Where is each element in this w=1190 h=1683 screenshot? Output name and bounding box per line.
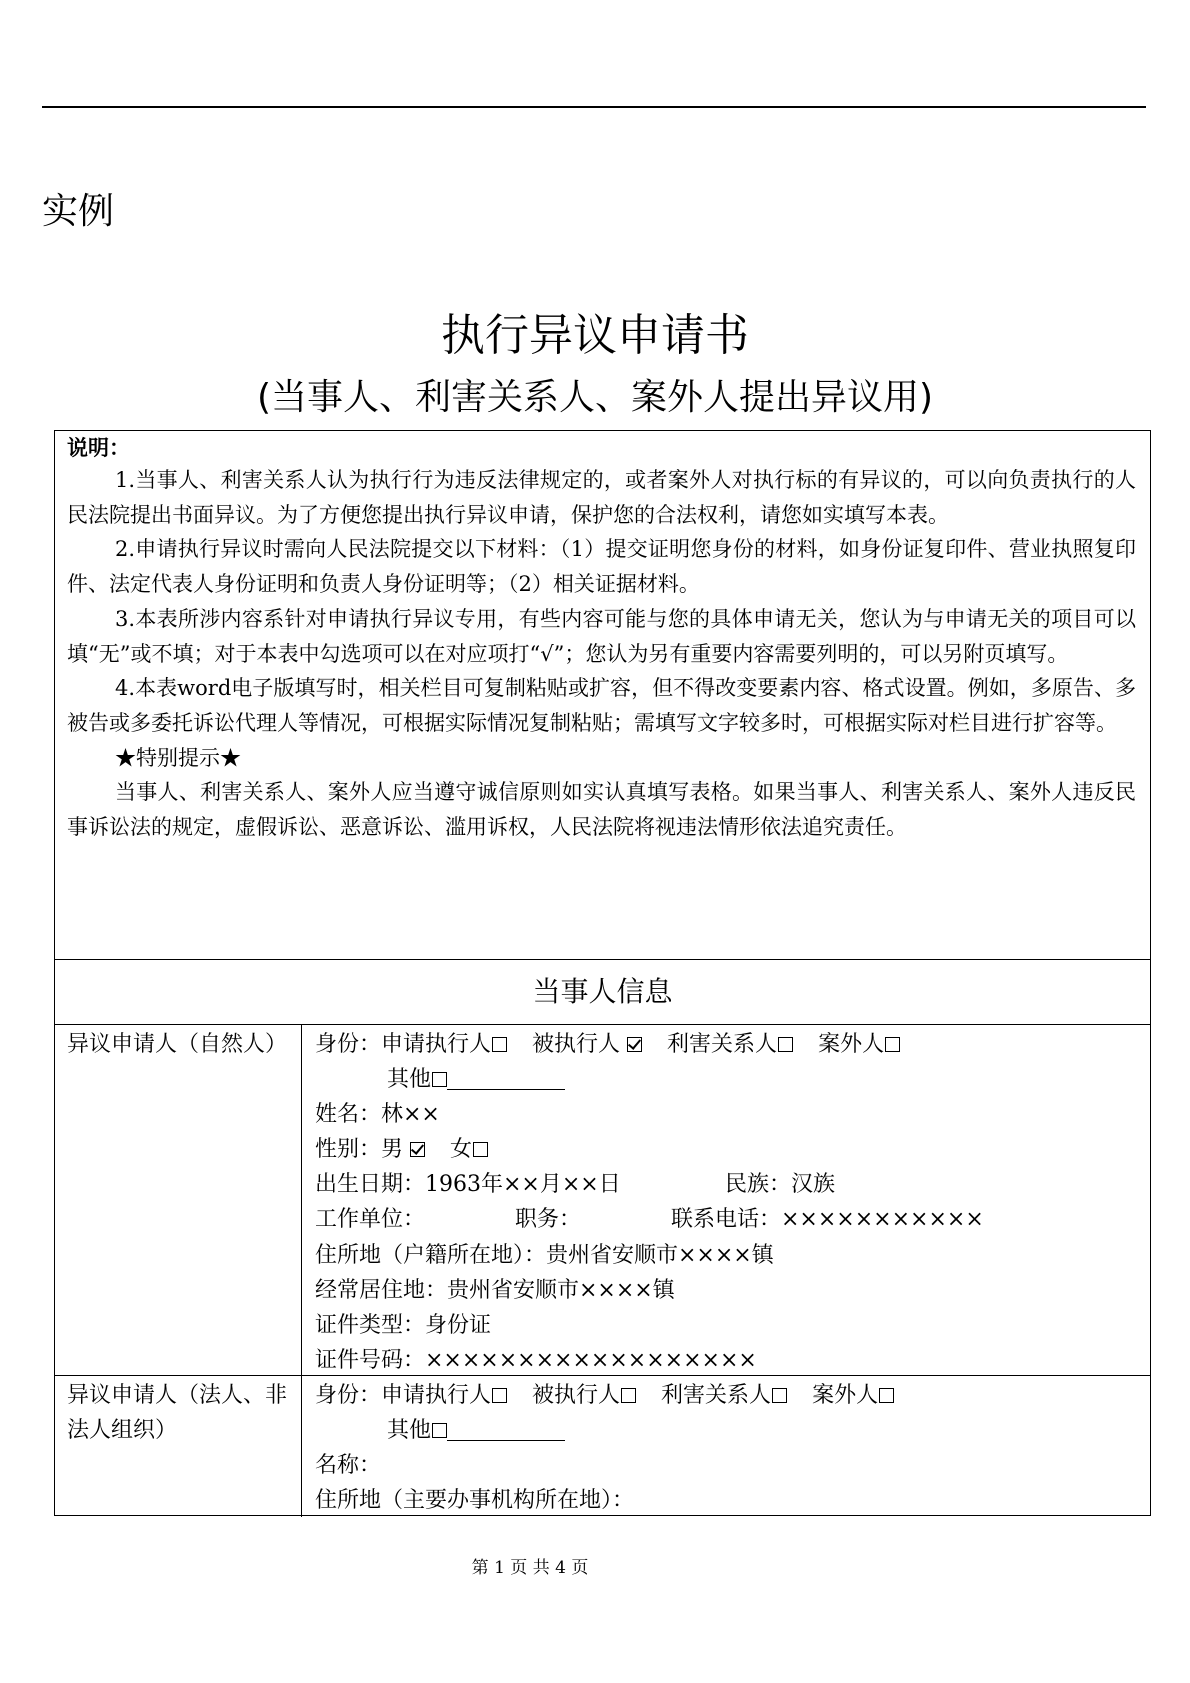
gender-line [315,1132,1140,1167]
instruction-paragraph-4: 4.本表word电子版填写时，相关栏目可复制粘贴或扩容，但不得改变要素内容、格式设置。例如，多原告、多被告或多委托诉讼代理人等情况，可根据实际情况复制粘贴；需填写文字较多时，可根据实际对栏目进行扩容等。 [67,676,1136,735]
legal-identity-prefix: 身份： [315,1383,382,1408]
legal-person-details [315,1378,1140,1518]
residence-line: 经常居住地：贵州省安顺市××××镇 [315,1277,675,1303]
option-other-label: 其他 [387,1067,432,1093]
instruction-paragraph-1: 1.当事人、利害关系人认为执行行为违反法律规定的，或者案外人对执行标的有异议的，可以向负责执行的人民法院提出书面异议。为了方便您提出执行异议申请，保护您的合法权利，请您如实填写本表。 [67,468,1136,527]
legal-address-line: 住所地（主要办事机构所在地）： [315,1488,635,1514]
legal-interested-checkbox[interactable] [772,1388,787,1403]
application-form [54,430,1151,1516]
work-unit: 工作单位： [315,1207,426,1233]
instruction-paragraph-3: 3.本表所涉内容系针对申请执行异议专用，有些内容可能与您的具体申请无关，您认为与申请无关的项目可以填“无”或不填；对于本表中勾选项可以在对应项打“√”；您认为另有重要内容需要列明的，可以另附页填写。 [67,606,1136,666]
female-checkbox[interactable] [473,1142,488,1157]
legal-executed-checkbox[interactable] [621,1388,636,1403]
interested-checkbox[interactable] [778,1037,793,1052]
identity-line [315,1027,1140,1062]
legal-option-interested-label: 利害关系人 [661,1383,772,1408]
option-applicant-label: 申请执行人 [381,1032,492,1057]
applicant-checkbox[interactable] [492,1037,507,1052]
legal-person-row [55,1376,1150,1517]
option-interested-label: 利害关系人 [667,1032,778,1057]
document-subtitle: (当事人、利害关系人、案外人提出异议用) [256,377,934,418]
natural-person-details [315,1027,1140,1378]
legal-other-checkbox[interactable] [432,1423,447,1438]
other-line [315,1062,1140,1097]
phone-number: 联系电话：××××××××××× [671,1207,984,1233]
instructions-label: 说明： [67,435,130,460]
legal-outsider-checkbox[interactable] [879,1388,894,1403]
legal-name-line: 名称： [315,1453,382,1479]
legal-other-blank-field[interactable] [447,1416,565,1441]
id-type-line: 证件类型：身份证 [315,1312,492,1338]
legal-option-outsider-label: 案外人 [812,1383,879,1408]
identity-prefix: 身份： [315,1032,382,1057]
instructions-section [55,431,1150,960]
example-heading: 实例 [42,191,115,232]
other-blank-field[interactable] [447,1065,565,1090]
legal-option-executed-label: 被执行人 [532,1383,621,1408]
male-checkbox[interactable] [410,1142,425,1157]
legal-applicant-checkbox[interactable] [492,1388,507,1403]
option-outsider-label: 案外人 [818,1032,885,1057]
party-info-header: 当事人信息 [55,960,1150,1025]
document-title: 执行异议申请书 [441,310,749,361]
header-rule [42,106,1146,108]
instruction-paragraph-2: 2.申请执行异议时需向人民法院提交以下材料：（1）提交证明您身份的材料，如身份证复印件、营业执照复印件、法定代表人身份证明和负责人身份证明等；（2）相关证据材料。 [67,537,1136,597]
job-position: 职务： [515,1207,582,1233]
legal-other-line [315,1413,1140,1448]
outsider-checkbox[interactable] [885,1037,900,1052]
natural-person-row [55,1025,1150,1376]
natural-person-label: 异议申请人（自然人） [55,1025,302,1375]
legal-person-label: 异议申请人（法人、非法人组织） [55,1376,302,1517]
legal-identity-line [315,1378,1140,1413]
executed-checkbox[interactable] [627,1037,642,1052]
gender-prefix: 性别： [315,1137,382,1163]
birth-ethnicity-line [315,1167,1140,1202]
work-line [315,1202,1140,1237]
option-executed-label: 被执行人 [532,1032,621,1057]
legal-option-other-label: 其他 [387,1418,432,1444]
gender-male-label: 男 [381,1137,404,1163]
special-notice-heading: ★特别提示★ [115,745,241,770]
other-checkbox[interactable] [432,1072,447,1087]
birth-date: 出生日期：1963年××月××日 [315,1172,621,1198]
id-number-line: 证件号码：×××××××××××××××××× [315,1347,757,1373]
legal-option-applicant-label: 申请执行人 [381,1383,492,1408]
domicile-line: 住所地（户籍所在地）：贵州省安顺市××××镇 [315,1242,774,1268]
name-line: 姓名：林×× [315,1102,440,1128]
ethnicity: 民族：汉族 [725,1172,836,1198]
special-notice-paragraph: 当事人、利害关系人、案外人应当遵守诚信原则如实认真填写表格。如果当事人、利害关系人、案外人违反民事诉讼法的规定，虚假诉讼、恶意诉讼、滥用诉权，人民法院将视违法情形依法追究责任。 [67,780,1136,840]
page-number: 第 1 页 共 4 页 [471,1558,589,1578]
gender-female-label: 女 [450,1137,473,1163]
